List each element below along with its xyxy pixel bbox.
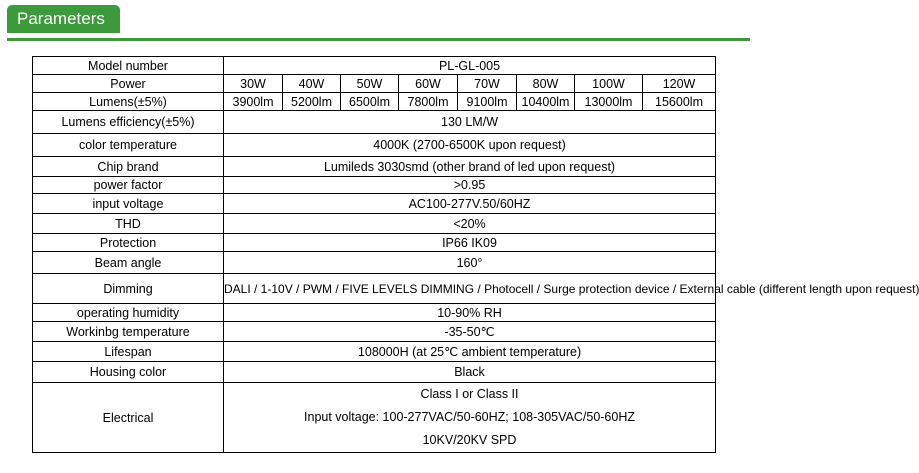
row-value: DALI / 1-10V / PWM / FIVE LEVELS DIMMING / Photocell / Surge protection device / External cable (different length upon request) (224, 274, 716, 304)
table-row (33, 134, 716, 157)
row-value: Lumileds 3030smd (other brand of led upon request) (224, 157, 716, 177)
lumens-cell: 5200lm (283, 93, 341, 111)
table-row (33, 234, 716, 252)
lumens-cell: 13000lm (575, 93, 643, 111)
electrical-line: Class I or Class II (420, 387, 519, 401)
row-value: -35-50℃ (224, 322, 716, 342)
power-cell: 120W (643, 75, 716, 93)
row-label: Chip brand (33, 157, 224, 177)
lumens-cell: 9100lm (458, 93, 517, 111)
table-row (33, 342, 716, 362)
lumens-cell: 7800lm (399, 93, 458, 111)
row-value: 10-90% RH (224, 304, 716, 322)
row-label: power factor (33, 177, 224, 194)
power-cell: 80W (517, 75, 575, 93)
row-label: THD (33, 214, 224, 234)
row-label: Dimming (33, 274, 224, 304)
table-row (33, 322, 716, 342)
power-cell: 30W (224, 75, 283, 93)
row-label: Beam angle (33, 252, 224, 274)
lumens-cell: 6500lm (341, 93, 399, 111)
row-label: Lumens(±5%) (33, 93, 224, 111)
table-row (33, 93, 716, 111)
row-label: Housing color (33, 362, 224, 383)
table-row (33, 214, 716, 234)
row-value: Black (224, 362, 716, 383)
row-label: Protection (33, 234, 224, 252)
lumens-cell: 10400lm (517, 93, 575, 111)
row-label: input voltage (33, 194, 224, 214)
lumens-cell: 3900lm (224, 93, 283, 111)
parameters-table (32, 56, 919, 453)
row-label: Model number (33, 57, 224, 75)
power-cell: 100W (575, 75, 643, 93)
row-value: IP66 IK09 (224, 234, 716, 252)
table-row (33, 57, 716, 75)
row-label: operating humidity (33, 304, 224, 322)
row-value (224, 383, 716, 453)
table-row (33, 157, 716, 177)
table-row (33, 304, 716, 322)
table-row (33, 111, 716, 134)
table-row (33, 274, 716, 304)
row-value: >0.95 (224, 177, 716, 194)
row-value: 4000K (2700-6500K upon request) (224, 134, 716, 157)
row-value: PL-GL-005 (224, 57, 716, 75)
row-value: 130 LM/W (224, 111, 716, 134)
section-title: Parameters (17, 9, 105, 28)
power-cell: 50W (341, 75, 399, 93)
power-cell: 40W (283, 75, 341, 93)
power-cell: 60W (399, 75, 458, 93)
row-label: color temperature (33, 134, 224, 157)
header-divider (7, 38, 750, 41)
table-row (33, 362, 716, 383)
row-label: Electrical (33, 383, 224, 453)
table-row (33, 194, 716, 214)
section-header-tab (7, 5, 120, 33)
row-value: AC100-277V.50/60HZ (224, 194, 716, 214)
electrical-line: Input voltage: 100-277VAC/50-60HZ; 108-305VAC/50-60HZ (304, 410, 635, 424)
table-row (33, 252, 716, 274)
table-row (33, 383, 716, 453)
row-label: Power (33, 75, 224, 93)
table-row (33, 177, 716, 194)
electrical-line: 10KV/20KV SPD (422, 433, 517, 447)
row-label: Workinbg temperature (33, 322, 224, 342)
row-value: 108000H (at 25℃ ambient temperature) (224, 342, 716, 362)
row-value: 160° (224, 252, 716, 274)
lumens-cell: 15600lm (643, 93, 716, 111)
row-label: Lifespan (33, 342, 224, 362)
row-label: Lumens efficiency(±5%) (33, 111, 224, 134)
table-row (33, 75, 716, 93)
power-cell: 70W (458, 75, 517, 93)
row-value: <20% (224, 214, 716, 234)
